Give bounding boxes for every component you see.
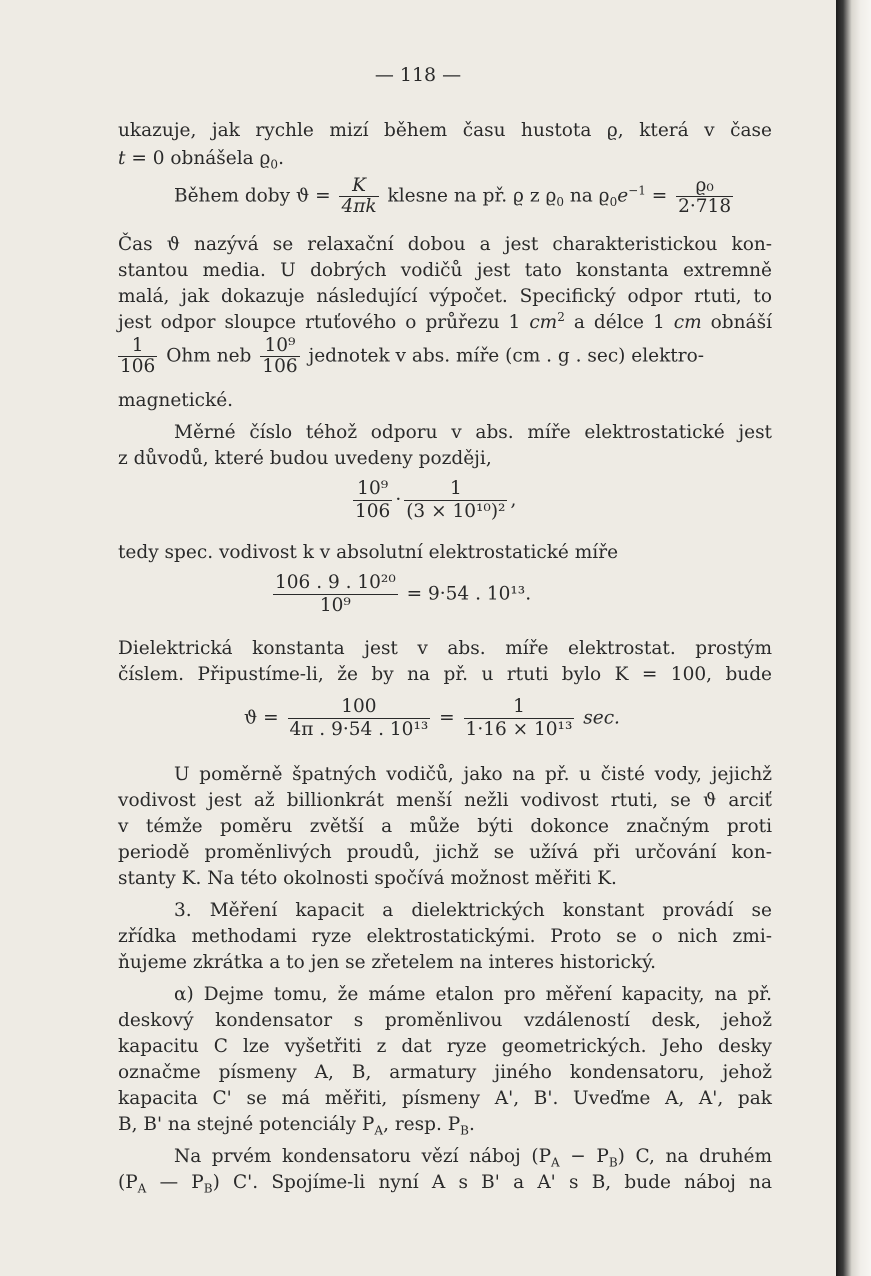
text-line: z důvodů, které budou uvedeny později, <box>118 448 492 469</box>
text-line-formula: $\frac{1}{106}$ Ohm neb $\frac{\text{10⁹}}{106}$ jednotek v abs. míře (cm . g . sec) elektro- <box>120 335 704 377</box>
fraction: $\frac{1}{106}$ <box>120 335 156 377</box>
text-line: Měrné číslo téhož odporu v abs. míře elektrostatické jest <box>174 422 772 443</box>
text-line: Čas ϑ nazývá se relaxační dobou a jest charakteristickou kon- <box>118 234 772 255</box>
text-line: t = 0 obnášela $ϱ_0$. <box>118 148 284 172</box>
text-line-formula: Během doby ϑ = $\frac{K}{4\pi k}$ klesne na př. ϱ z $ϱ_0$ na $ϱ_0e^{-1}$ = $\frac{\text{ϱ₀}}{2\cdot 718}$ <box>174 175 732 217</box>
fraction: $\frac{100}{\text{4π . 9·54 . 10¹³}}$ <box>289 696 429 740</box>
text-line: číslem. Připustíme-li, že by na př. u rtuti bylo K = 100, bude <box>118 664 772 685</box>
fraction: $\frac{\text{10⁹}}{106}$ <box>262 335 298 377</box>
text-line: v témže poměru zvětší a může býti dokonce značným proti <box>118 816 772 837</box>
text-line: stanty K. Na této okolnosti spočívá možnost měřiti K. <box>118 868 617 889</box>
text-line: vodivost jest až billionkrát menší nežli vodivost rtuti, se ϑ arciť <box>118 790 772 811</box>
text-line: α) Dejme tomu, že máme etalon pro měření kapacity, na př. <box>174 984 772 1005</box>
text-line: jest odpor sloupce rtuťového o průřezu 1 $cm^2$ a délce 1 cm obnáší <box>118 309 772 333</box>
fraction: $\frac{\text{ϱ₀}}{2\cdot 718}$ <box>678 175 732 217</box>
text-line: kapacitu C lze vyšetřiti z dat ryze geometrických. Jeho desky <box>118 1036 772 1057</box>
text-line: ($P_A$ — $P_B$) C'. Spojíme-li nyní A s B' a A' s B, bude náboj na <box>118 1172 772 1196</box>
text-line: zřídka methodami ryze elektrostatickými. Proto se o nich zmi- <box>118 926 772 947</box>
fraction: $\frac{1}{\text{1·16 × 10¹³}}$ <box>465 696 573 740</box>
text-line: U poměrně špatných vodičů, jako na př. u čisté vody, jejichž <box>174 764 772 785</box>
text-line: stantou media. U dobrých vodičů jest tato konstanta extremně <box>118 260 772 281</box>
text-line: kapacita C' se má měřiti, písmeny A', B'. Uveďme A, A', pak <box>118 1088 772 1109</box>
equation-2: $\frac{\text{106 . 9 . 10²⁰}}{\text{10⁹}}$ = 9·54 . 10¹³. <box>275 572 532 616</box>
text-line: magnetické. <box>118 390 234 411</box>
text-line: periodě proměnlivých proudů, jichž se užívá při určování kon- <box>118 842 772 863</box>
text-line: malá, jak dokazuje následující výpočet. Specifický odpor rtuti, to <box>118 286 772 307</box>
text-line: deskový kondensator s proměnlivou vzdáleností desk, jehož <box>118 1010 772 1031</box>
text-line: ukazuje, jak rychle mizí během času hustota ϱ, která v čase <box>118 120 772 141</box>
text-line: B, B' na stejné potenciály $P_A$, resp. $P_B$. <box>118 1114 475 1138</box>
equation-3: ϑ = $\frac{100}{\text{4π . 9·54 . 10¹³}}$ = $\frac{1}{\text{1·16 × 10¹³}}$ sec. <box>244 696 620 740</box>
page-edge <box>836 0 871 1276</box>
fraction: $\frac{\text{10⁹}}{106}$ <box>355 478 391 522</box>
text-line: 3. Měření kapacit a dielektrických konstant provádí se <box>174 900 772 921</box>
fraction: $\frac{K}{4\pi k}$ <box>341 175 377 217</box>
page-number: — 118 — <box>374 64 462 86</box>
text-line: označme písmeny A, B, armatury jiného kondensatoru, jehož <box>118 1062 772 1083</box>
text-line: Dielektrická konstanta jest v abs. míře elektrostat. prostým <box>118 638 772 659</box>
equation-1: $\frac{\text{10⁹}}{106}$ · $\frac{1}{\text{(3 × 10¹⁰)²}}$ , <box>355 478 517 522</box>
fraction: $\frac{\text{106 . 9 . 10²⁰}}{\text{10⁹}}$ <box>275 572 396 616</box>
text-line: ňujeme zkrátka a to jen se zřetelem na interes historický. <box>118 952 656 973</box>
fraction: $\frac{1}{\text{(3 × 10¹⁰)²}}$ <box>406 478 506 522</box>
text-line: Na prvém kondensatoru vězí náboj $(P_A - P_B)$ C, na druhém <box>174 1146 772 1170</box>
text-line: tedy spec. vodivost k v absolutní elektrostatické míře <box>118 542 619 563</box>
